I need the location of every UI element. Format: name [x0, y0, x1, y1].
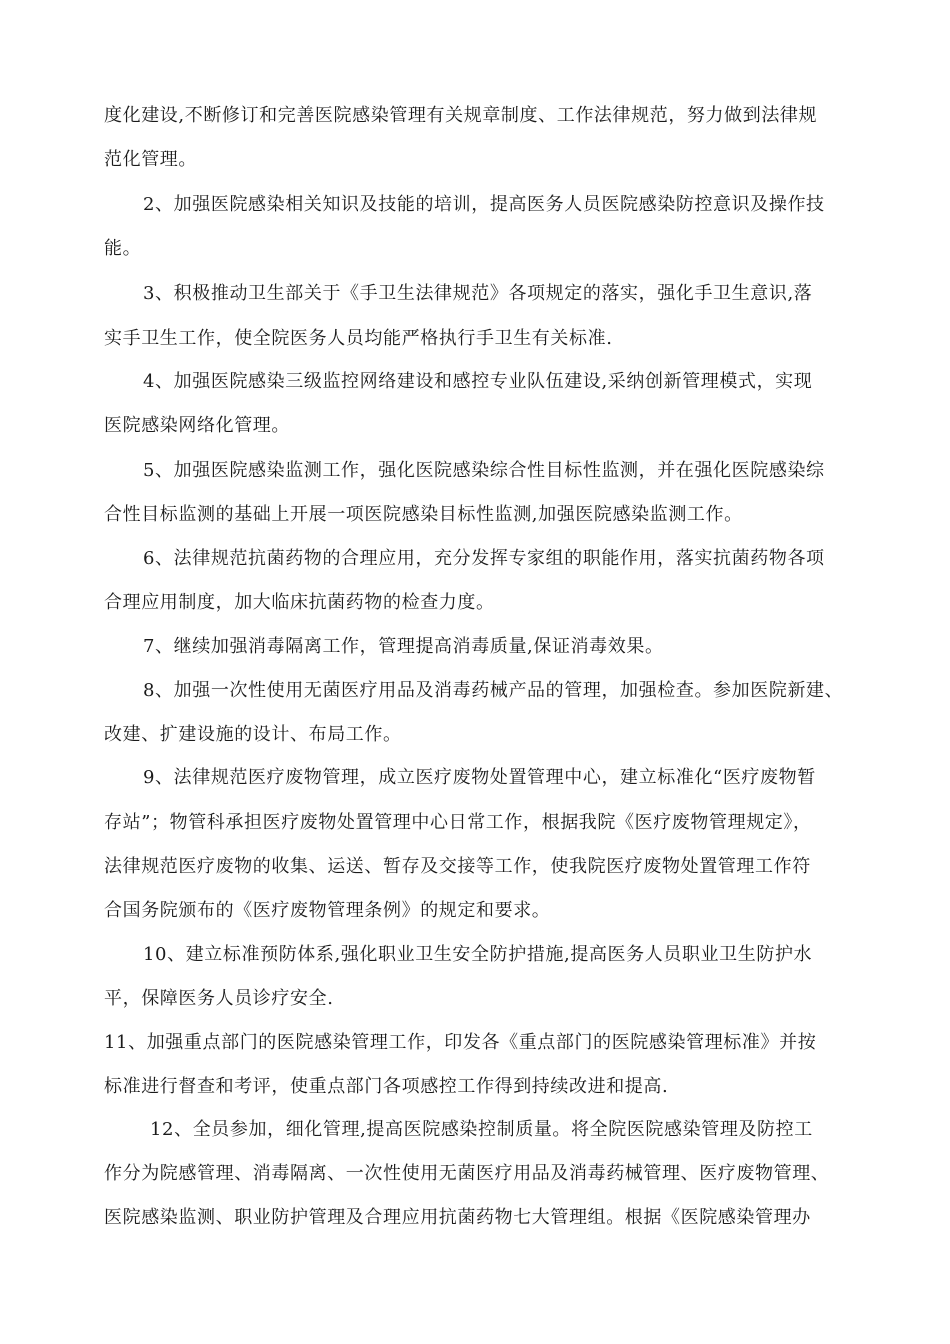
- text-line-25: 作分为院感管理、消毒隔离、一次性使用无菌医疗用品及消毒药械管理、医疗废物管理、: [104, 1163, 830, 1184]
- text-line-26: 医院感染监测、职业防护管理及合理应用抗菌药物七大管理组。根据《医院感染管理办: [104, 1207, 811, 1228]
- text-line-20: 10、建立标准预防体系,强化职业卫生安全防护措施,提高医务人员职业卫生防护水: [143, 944, 813, 965]
- text-line-19: 合国务院颁布的《医疗废物管理条例》的规定和要求。: [104, 900, 551, 921]
- text-line-23: 标准进行督查和考评，使重点部门各项感控工作得到持续改进和提高.: [104, 1076, 669, 1097]
- text-line-5: 3、积极推动卫生部关于《手卫生法律规范》各项规定的落实，强化手卫生意识,落: [143, 283, 813, 304]
- text-line-6: 实手卫生工作，使全院医务人员均能严格执行手卫生有关标准.: [104, 328, 613, 349]
- text-line-7: 4、加强医院感染三级监控网络建设和感控专业队伍建设,采纳创新管理模式，实现: [143, 371, 813, 392]
- text-line-4: 能。: [104, 238, 142, 259]
- text-line-8: 医院感染网络化管理。: [104, 415, 290, 436]
- text-line-17: 存站”；物管科承担医疗废物处置管理中心日常工作，根据我院《医疗废物管理规定》，: [104, 812, 812, 833]
- text-line-21: 平，保障医务人员诊疗安全.: [104, 988, 334, 1009]
- text-line-24: 12、全员参加，细化管理,提高医院感染控制质量。将全院医院感染管理及防控工: [150, 1119, 813, 1140]
- text-line-15: 改建、扩建设施的设计、布局工作。: [104, 724, 402, 745]
- text-line-2: 范化管理。: [104, 149, 197, 170]
- text-line-1: 度化建设,不断修订和完善医院感染管理有关规章制度、工作法律规范，努力做到法律规: [104, 105, 818, 126]
- text-line-11: 6、法律规范抗菌药物的合理应用，充分发挥专家组的职能作用，落实抗菌药物各项: [143, 548, 825, 569]
- text-line-22: 11、加强重点部门的医院感染管理工作，印发各《重点部门的医院感染管理标准》并按: [104, 1032, 817, 1053]
- text-line-9: 5、加强医院感染监测工作，强化医院感染综合性目标性监测，并在强化医院感染综: [143, 460, 825, 481]
- text-line-13: 7、继续加强消毒隔离工作，管理提高消毒质量,保证消毒效果。: [143, 636, 664, 657]
- text-line-12: 合理应用制度，加大临床抗菌药物的检查力度。: [104, 592, 495, 613]
- text-line-3: 2、加强医院感染相关知识及技能的培训，提高医务人员医院感染防控意识及操作技: [143, 194, 825, 215]
- text-line-16: 9、法律规范医疗废物管理，成立医疗废物处置管理中心，建立标准化“医疗废物暂: [143, 767, 816, 788]
- text-line-14: 8、加强一次性使用无菌医疗用品及消毒药械产品的管理，加强检查。参加医院新建、: [143, 680, 844, 701]
- text-line-10: 合性目标监测的基础上开展一项医院感染目标性监测,加强医院感染监测工作。: [104, 504, 743, 525]
- text-line-18: 法律规范医疗废物的收集、运送、暂存及交接等工作，使我院医疗废物处置管理工作符: [104, 856, 811, 877]
